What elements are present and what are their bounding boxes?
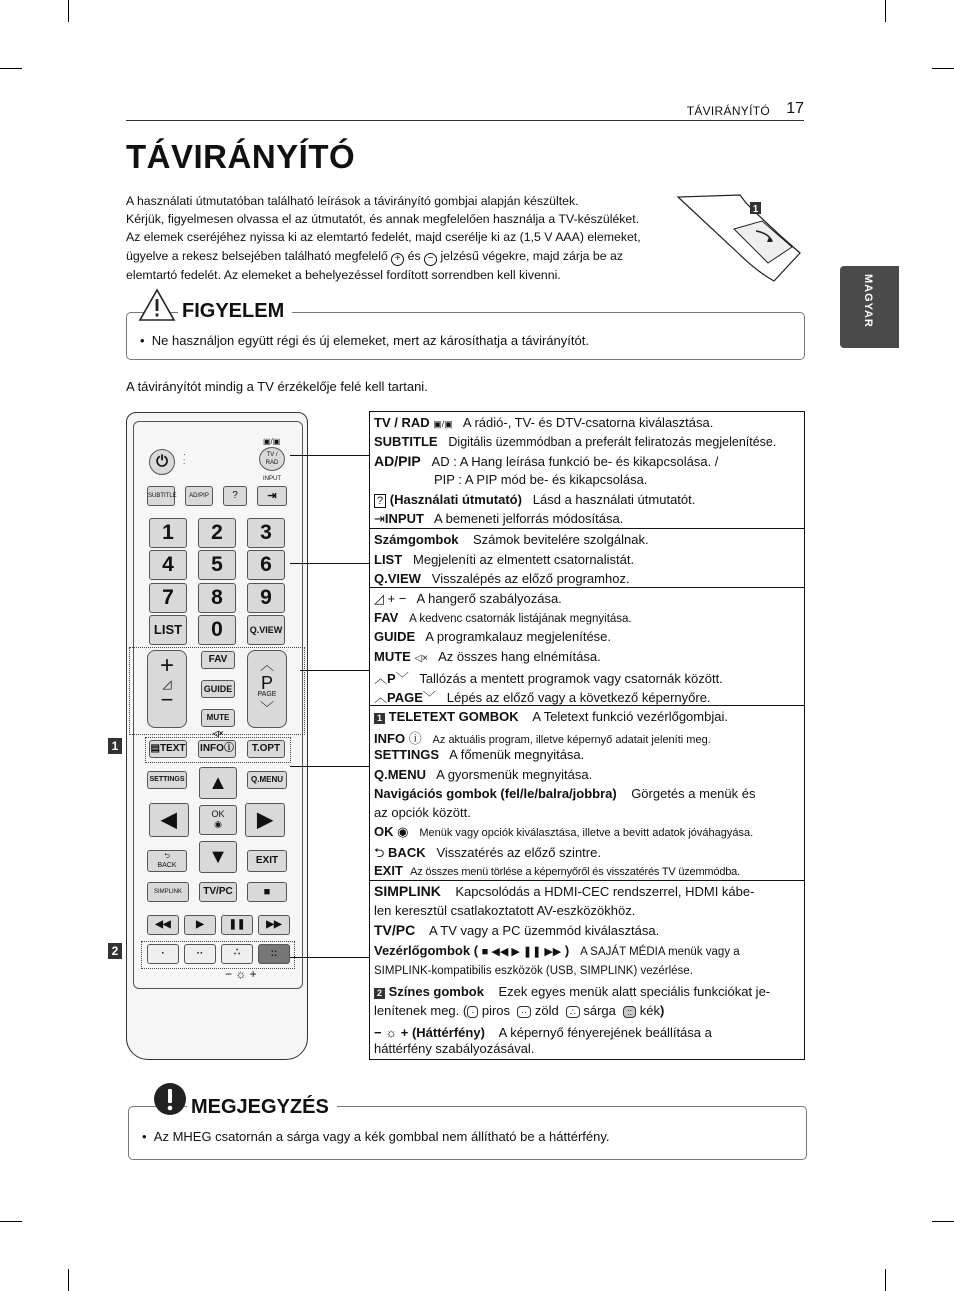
intro-text	[126, 192, 676, 284]
caution-title: FIGYELEM	[178, 300, 292, 323]
nav-left-button[interactable]: ◀	[149, 803, 189, 837]
row-label: INPUT	[384, 511, 424, 526]
fav-button[interactable]: FAV	[201, 651, 235, 669]
intro-fragment: ügyelve a rekesz belsejében található megfelelő	[126, 248, 388, 263]
row-label: SETTINGS	[374, 747, 440, 762]
back-icon: ⮌	[374, 845, 385, 860]
volume-rocker[interactable]	[147, 650, 187, 728]
connector-line	[290, 766, 369, 767]
digit-8-button[interactable]: 8	[198, 583, 236, 613]
row-label: TV/PC	[374, 922, 416, 938]
q-menu-button[interactable]: Q.MENU	[247, 771, 287, 789]
digit-1-button[interactable]: 1	[149, 518, 187, 548]
digit-9-button[interactable]: 9	[247, 583, 285, 613]
remote-control-illustration	[126, 412, 308, 1060]
backlight-icons: − ☼ +	[225, 967, 257, 981]
page-number: 17	[786, 100, 804, 117]
row-text: az opciók között.	[374, 805, 471, 820]
chevron-down-icon: ﹀	[260, 700, 274, 716]
row-text: Az összes hang elnémítása.	[438, 649, 601, 664]
row-text: kék	[639, 1003, 660, 1018]
exclamation-icon	[153, 1082, 187, 1116]
button-description-table	[369, 411, 805, 1060]
row-label: Színes gombok	[388, 984, 484, 999]
tv-rad-button[interactable]: TV / RAD	[259, 447, 285, 471]
intro-line: Kérjük, figyelmesen olvassa el az útmutatót, és annak megfelelően használja a TV-készüléket.	[126, 212, 640, 227]
table-row	[374, 629, 611, 644]
row-text: Lásd a használati útmutatót.	[532, 492, 696, 507]
note-text-content: Az MHEG csatornán a sárga vagy a kék gombbal nem állítható be a háttérfény.	[153, 1129, 610, 1144]
digit-6-button[interactable]: 6	[247, 550, 285, 580]
nav-down-button[interactable]: ▼	[199, 841, 237, 873]
note-text: • Az MHEG csatornán a sárga vagy a kék gombbal nem állítható be a háttérfény.	[142, 1129, 610, 1144]
row-text: A rádió-, TV- és DTV-csatorna kiválasztása.	[462, 415, 714, 430]
program-label: P	[260, 673, 273, 693]
row-label: EXIT	[374, 863, 403, 878]
row-label: SUBTITLE	[374, 434, 438, 449]
table-row	[374, 591, 562, 607]
chevron-up-icon: ︿	[260, 657, 274, 673]
table-row	[374, 453, 718, 469]
nav-right-button[interactable]: ▶	[245, 803, 285, 837]
table-section-1	[370, 412, 804, 528]
row-text: A Teletext funkció vezérlőgombjai.	[532, 709, 728, 724]
table-row	[374, 571, 630, 586]
crop-mark	[885, 0, 886, 22]
row-label: Navigációs gombok (fel/le/balra/jobbra)	[374, 786, 617, 801]
media-control-icons: ■ ◀◀ ▶ ❚❚ ▶▶	[481, 946, 562, 958]
ok-icon: ◉	[397, 824, 409, 839]
crop-mark	[932, 1221, 954, 1222]
q-view-button[interactable]: Q.VIEW	[247, 615, 285, 645]
tv-pc-button[interactable]: TV/PC	[199, 882, 237, 902]
row-label: TV / RAD	[374, 415, 430, 430]
digit-0-button[interactable]: 0	[198, 615, 236, 645]
svg-text:1: 1	[752, 204, 759, 215]
row-text: AD : A Hang leírása funkció be- és kikapcsolása. /	[431, 454, 719, 469]
row-label: (Használati útmutató)	[389, 492, 522, 507]
row-text: A képernyő fényerejének beállítása a	[498, 1025, 712, 1040]
battery-cover-illustration	[676, 193, 804, 287]
row-text: len keresztül csatlakoztatott AV-eszközökhöz.	[374, 903, 636, 918]
connector-line	[290, 957, 369, 958]
row-label: )	[659, 1003, 665, 1018]
row-label: Q.VIEW	[374, 571, 421, 586]
yellow-button[interactable]: ∴	[221, 944, 253, 964]
table-row	[374, 786, 755, 801]
back-label: BACK	[157, 862, 177, 869]
row-text: Megjeleníti az elmentett csatornalistát.	[413, 552, 635, 567]
intro-line: Az elemek cseréjéhez nyissa ki az elemtartó fedelét, majd cserélje ki az (1,5 V AAA) elemeket,	[126, 230, 641, 245]
crop-mark	[0, 1221, 22, 1222]
crop-mark	[0, 68, 22, 69]
row-text: Tallózás a mentett programok vagy csatornák között.	[419, 671, 723, 686]
stop-button[interactable]: ■	[247, 882, 287, 902]
table-row	[374, 532, 649, 547]
row-label: )	[564, 943, 570, 958]
green-key-icon: ··	[517, 1006, 531, 1018]
crop-mark	[932, 68, 954, 69]
row-label: FAV	[374, 610, 399, 625]
back-button[interactable]: ⮌ BACK	[147, 850, 187, 872]
row-text: Visszalépés az előző programhoz.	[431, 571, 630, 586]
ad-pip-button[interactable]: AD/PIP	[185, 486, 213, 506]
table-row	[374, 1025, 712, 1040]
mic-dots: · :	[183, 450, 186, 466]
page-label: PAGE	[257, 691, 277, 698]
crop-mark	[68, 0, 69, 22]
table-row	[374, 1003, 664, 1018]
table-row	[374, 1041, 534, 1056]
note-title: MEGJEGYZÉS	[187, 1096, 337, 1119]
red-button[interactable]: ·	[147, 944, 179, 964]
row-text: A hangerő szabályozása.	[416, 591, 562, 606]
header-section: TÁVIRÁNYÍTÓ	[686, 104, 770, 118]
chevron-up-icon: ︿	[374, 671, 388, 686]
row-text: Görgetés a menük és	[631, 786, 756, 801]
page-header	[126, 98, 804, 121]
volume-icon: ◿ + −	[374, 591, 407, 606]
table-row	[374, 903, 635, 918]
row-label: LIST	[374, 552, 403, 567]
table-row	[374, 747, 584, 762]
row-label: Q.MENU	[374, 767, 426, 782]
row-text: Az összes menü törlése a képernyőről és visszatérés TV üzemmódba.	[410, 866, 740, 878]
mute-label: MUTE	[206, 713, 230, 722]
table-row	[374, 943, 740, 958]
caution-text: • Ne használjon együtt régi és új elemeket, mert az károsíthatja a távirányítót.	[140, 333, 589, 348]
backlight-icon: − ☼ +	[374, 1025, 409, 1040]
table-row	[374, 728, 711, 747]
tv-rad-icon: ▣/▣	[433, 419, 453, 429]
table-row	[374, 649, 601, 664]
crop-mark	[68, 1269, 69, 1291]
text-button[interactable]: ▤TEXT	[149, 740, 187, 758]
warning-icon	[138, 288, 176, 322]
table-row	[374, 962, 693, 977]
table-row	[374, 805, 471, 820]
caution-text-content: Ne használjon együtt régi és új elemeket, mert az károsíthatja a távirányítót.	[151, 333, 589, 348]
row-label: SIMPLINK	[374, 883, 441, 899]
volume-down-icon: −	[160, 687, 174, 712]
callout-label-2: 2	[108, 943, 122, 959]
table-section-2	[370, 528, 804, 588]
row-text: Lépés az előző vagy a következő képernyőre.	[446, 690, 711, 705]
row-text: piros	[481, 1003, 511, 1018]
plus-icon: +	[391, 253, 404, 266]
row-text: A gyorsmenük megnyitása.	[436, 767, 593, 782]
table-row	[374, 824, 753, 840]
table-row	[374, 883, 754, 899]
page-title: TÁVIRÁNYÍTÓ	[126, 138, 356, 175]
connector-line	[290, 563, 369, 564]
t-opt-button[interactable]: T.OPT	[247, 740, 285, 758]
row-text: Visszatérés az előző szintre.	[436, 845, 601, 860]
input-icon: ⇥	[374, 511, 385, 526]
number-badge: 2	[374, 988, 385, 999]
volume-up-icon: +	[159, 652, 174, 679]
row-text: Az aktuális program, illetve képernyő adatait jeleníti meg.	[432, 734, 711, 746]
row-text: A SAJÁT MÉDIA menük vagy a	[580, 946, 740, 958]
row-label: Számgombok	[374, 532, 459, 547]
list-button[interactable]: LIST	[149, 615, 187, 645]
table-row	[374, 863, 740, 878]
row-text: Ezek egyes menük alatt speciális funkciókat je-	[498, 984, 771, 999]
row-label: MUTE	[374, 649, 411, 664]
blue-button[interactable]: ::	[258, 944, 290, 964]
green-button[interactable]: ··	[184, 944, 216, 964]
row-label: PAGE	[387, 690, 423, 705]
ok-label: OK	[211, 809, 225, 819]
digit-2-button[interactable]: 2	[198, 518, 236, 548]
row-text: Számok bevitelére szolgálnak.	[472, 532, 649, 547]
language-tab[interactable]	[840, 266, 899, 348]
row-label: TELETEXT GOMBOK	[388, 709, 519, 724]
number-badge: 1	[374, 713, 385, 724]
settings-button[interactable]: SETTINGS	[147, 771, 187, 789]
hold-remote-text: A távirányítót mindig a TV érzékelője felé kell tartani.	[126, 379, 428, 394]
language-tab-label: MAGYAR	[862, 274, 874, 328]
help-icon: ?	[374, 494, 386, 508]
mute-icon: ◁×	[414, 653, 428, 664]
intro-fragment: és	[407, 248, 421, 263]
rewind-button[interactable]: ◀◀	[147, 915, 179, 935]
row-text: sárga	[583, 1003, 616, 1018]
table-row	[374, 610, 632, 625]
row-label: BACK	[388, 845, 426, 860]
minus-icon: −	[424, 253, 437, 266]
info-label: INFO	[200, 743, 224, 754]
table-row	[374, 668, 723, 687]
digit-4-button[interactable]: 4	[149, 550, 187, 580]
program-rocker[interactable]	[247, 650, 287, 728]
row-text: A kedvenc csatornák listájának megnyitása.	[409, 613, 632, 625]
chevron-up-icon: ︿	[374, 690, 388, 705]
table-row	[374, 687, 711, 706]
row-label: (Háttérfény)	[411, 1025, 485, 1040]
intro-line: elemtartó fedelét. Az elemeket a behelyezéssel fordított sorrendben kell kivenni.	[126, 267, 561, 282]
table-row	[374, 922, 659, 938]
connector-line	[300, 670, 369, 671]
blue-key-icon: ::	[623, 1006, 636, 1018]
table-section-3	[370, 587, 804, 706]
simplink-button[interactable]: SIMPLINK	[147, 882, 189, 902]
row-text: SIMPLINK-kompatibilis eszközök (USB, SIMPLINK) vezérlése.	[374, 965, 693, 977]
table-row	[374, 709, 728, 724]
power-button[interactable]: ⏻	[149, 449, 175, 475]
intro-line: A használati útmutatóban található leírások a távirányító gombjai alapján készültek.	[126, 194, 579, 208]
table-row	[374, 511, 623, 527]
crop-mark	[885, 1269, 886, 1291]
ok-button[interactable]: OK ◉	[199, 805, 237, 835]
exit-button[interactable]: EXIT	[247, 850, 287, 872]
table-row	[374, 552, 634, 567]
table-row	[374, 492, 695, 507]
nav-up-button[interactable]: ▲	[199, 767, 237, 799]
row-text: zöld	[534, 1003, 559, 1018]
help-button[interactable]: ?	[223, 486, 247, 506]
callout-label-1: 1	[108, 738, 122, 754]
row-text: lenítenek meg. (	[374, 1003, 468, 1018]
table-row	[374, 767, 592, 782]
intro-fragment: jelzésű végekre, majd zárja be az	[440, 248, 624, 263]
row-text: A programkalauz megjelenítése.	[425, 629, 612, 644]
pause-button[interactable]: ❚❚	[221, 915, 253, 935]
row-label: AD/PIP	[374, 453, 421, 469]
digit-7-button[interactable]: 7	[149, 583, 187, 613]
input-label: INPUT	[263, 476, 281, 482]
info-button[interactable]: INFOⓘ	[198, 740, 236, 758]
table-row	[374, 415, 713, 430]
input-button[interactable]: ⇥	[257, 486, 287, 506]
row-text: A TV vagy a PC üzemmód kiválasztása.	[428, 923, 660, 938]
digit-3-button[interactable]: 3	[247, 518, 285, 548]
intro-line	[126, 247, 676, 266]
red-key-icon: ·	[467, 1006, 478, 1018]
row-text: Menük vagy opciók kiválasztása, illetve a bevitt adatok jóváhagyása.	[419, 827, 754, 839]
guide-button[interactable]: GUIDE	[201, 680, 235, 698]
mute-button[interactable]: MUTE ◁×	[201, 709, 235, 727]
table-section-4	[370, 705, 804, 881]
row-text: PIP : A PIP mód be- és kikapcsolása.	[434, 472, 648, 487]
tv-rad-icon: ▣/▣	[263, 437, 281, 446]
volume-icon: ◿	[162, 677, 172, 691]
subtitle-button[interactable]: SUBTITLE	[147, 486, 175, 506]
row-text: A főmenük megnyitása.	[449, 747, 585, 762]
chevron-down-icon: ﹀	[395, 671, 409, 686]
row-text: Digitális üzemmódban a preferált feliratozás megjelenítése.	[448, 435, 777, 449]
row-text: A bemeneti jelforrás módosítása.	[434, 511, 624, 526]
table-row	[434, 472, 647, 487]
row-label: P	[387, 671, 396, 686]
table-row	[374, 434, 776, 449]
text-label: TEXT	[159, 743, 186, 754]
row-label: GUIDE	[374, 629, 416, 644]
info-icon: ⓘ	[408, 731, 422, 746]
row-label: Vezérlőgombok (	[374, 943, 479, 958]
connector-line	[290, 455, 369, 456]
row-text: Kapcsolódás a HDMI-CEC rendszerrel, HDMI kábe-	[455, 884, 755, 899]
fast-forward-button[interactable]: ▶▶	[258, 915, 290, 935]
table-row	[374, 984, 770, 999]
row-label: OK	[374, 824, 394, 839]
row-text: háttérfény szabályozásával.	[374, 1041, 535, 1056]
row-label: INFO	[374, 731, 406, 746]
chevron-down-icon: ﹀	[422, 690, 436, 705]
digit-5-button[interactable]: 5	[198, 550, 236, 580]
yellow-key-icon: ∴	[566, 1006, 580, 1018]
play-button[interactable]: ▶	[184, 915, 216, 935]
table-section-5	[370, 880, 804, 1059]
